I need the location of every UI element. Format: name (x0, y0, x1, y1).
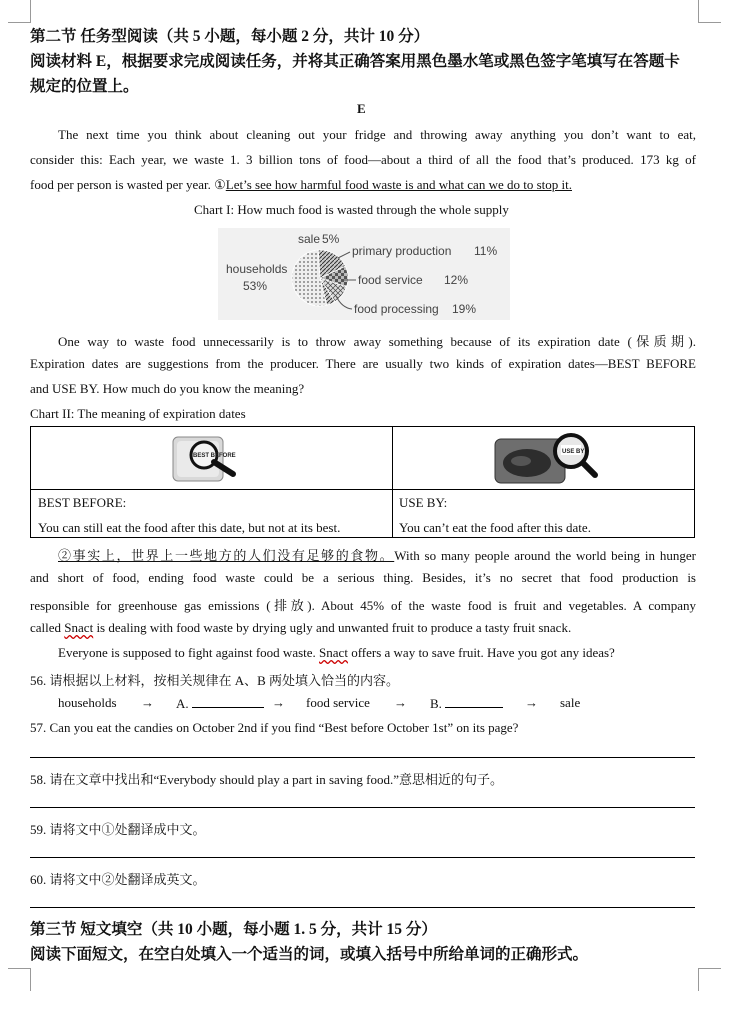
arrow-icon: → (394, 695, 407, 710)
use-by-tag: USE BY (562, 449, 585, 455)
answer-blank-b[interactable] (445, 695, 503, 708)
slice-value-households: 53% (243, 279, 268, 293)
answer-blank-a[interactable] (192, 695, 264, 708)
paragraph-line: and short of food, ending food waste could be a serious thing. Besides, it’s no secret that food production is (30, 570, 696, 585)
paragraph-line (58, 645, 615, 661)
flow-sale: sale (560, 695, 581, 710)
pie-slices (292, 250, 348, 306)
flow-food-service: food service (306, 695, 370, 710)
table-divider (392, 427, 393, 537)
paragraph-line: Expiration dates are suggestions from the producer. There are usually two kinds of expiration dates—BEST BEFORE (30, 356, 696, 371)
question-58: 58. 请在文章中找出和“Everybody should play a part in saving food.”意思相近的句子。 (30, 772, 503, 787)
paragraph-text: food per person is wasted per year. ① (30, 177, 226, 192)
paragraph-line (58, 545, 696, 564)
arrow-icon: → (525, 695, 538, 710)
flow-a-label: A. (176, 696, 189, 711)
flow-b-label: B. (430, 696, 442, 711)
brand-name: Snact (319, 645, 348, 660)
passage-letter: E (357, 101, 366, 116)
best-before-image (169, 431, 249, 485)
section-instruction: 阅读下面短文，在空白处填入一个适当的词，或填入括号中所给单词的正确形式。 (30, 946, 589, 963)
slice-value-sale: 5% (322, 232, 340, 246)
page-corner-mark (8, 968, 31, 991)
expiration-table (30, 426, 695, 538)
pie-chart-svg (218, 228, 510, 320)
paragraph-line: consider this: Each year, we waste 1. 3 billion tons of food—about a third of all the food that’s produced. 173 kg of (30, 152, 696, 167)
paragraph-text: called (30, 620, 65, 635)
use-by-label: USE BY: (399, 495, 448, 510)
flow-households: households (58, 695, 117, 710)
paragraph-text: With so many people around the world being in hunger (394, 548, 696, 563)
section-title: 第三节 短文填空（共 10 小题，每小题 1. 5 分，共计 15 分） (30, 921, 437, 938)
use-by-image (491, 429, 601, 487)
pie-chart (218, 228, 510, 320)
underlined-sentence-1: Let’s see how harmful food waste is and what can we do to stop it. (225, 177, 572, 192)
slice-label-food-service: food service (358, 273, 423, 287)
page-corner-mark (8, 0, 31, 23)
paragraph-line: The next time you think about cleaning out your fridge and throwing away anything you don’t want to eat, (58, 127, 696, 142)
section-instruction: 阅读材料 E，根据要求完成阅读任务，并将其正确答案用黑色墨水笔或黑色签字笔填写在答题卡 (30, 53, 680, 70)
flow-a (176, 695, 264, 712)
arrow-icon: → (141, 695, 154, 710)
question-59: 59. 请将文中①处翻译成中文。 (30, 822, 206, 837)
page-corner-mark (698, 0, 721, 23)
chart-title: Chart I: How much food is wasted through the whole supply (194, 202, 509, 217)
paragraph-text: Everyone is supposed to fight against food waste. (58, 645, 320, 660)
slice-label-primary-production: primary production (352, 244, 452, 258)
flow-b (430, 695, 503, 712)
answer-line-57[interactable] (30, 757, 695, 758)
answer-line-58[interactable] (30, 807, 695, 808)
paragraph-line: One way to waste food unnecessarily is to throw away something because of its expiration date (保质期). (58, 334, 696, 349)
underlined-sentence-2: ②事实上，世界上一些地方的人们没有足够的食物。 (58, 548, 395, 563)
question-57: 57. Can you eat the candies on October 2nd if you find “Best before October 1st” on its page? (30, 720, 519, 735)
slice-value-food-processing: 19% (452, 302, 477, 316)
slice-value-food-service: 12% (444, 273, 469, 287)
brand-name: Snact (64, 620, 94, 635)
question-56: 56. 请根据以上材料，按相关规律在 A、B 两处填入恰当的内容。 (30, 673, 400, 688)
slice-label-households: households (226, 262, 288, 276)
paragraph-line (30, 620, 571, 636)
leader-line (338, 252, 350, 258)
answer-line-59[interactable] (30, 857, 695, 858)
chart2-title: Chart II: The meaning of expiration dates (30, 406, 246, 421)
best-before-text: You can still eat the food after this date, but not at its best. (38, 520, 341, 535)
paragraph-line: and USE BY. How much do you know the meaning? (30, 381, 305, 396)
page-corner-mark (698, 968, 721, 991)
paragraph-text: is dealing with food waste by drying ugly and unwanted fruit to produce a tasty fruit snack. (93, 620, 572, 635)
answer-line-60[interactable] (30, 907, 695, 908)
section-title: 第二节 任务型阅读（共 5 小题，每小题 2 分，共计 10 分） (30, 28, 430, 45)
paragraph-text: offers a way to save fruit. Have you got any ideas? (347, 645, 615, 660)
table-divider (31, 489, 694, 490)
best-before-tag: BEST BEFORE (193, 453, 236, 459)
section-instruction-cont: 规定的位置上。 (30, 78, 139, 95)
slice-label-sale: sale (298, 232, 321, 246)
slice-label-food-processing: food processing (354, 302, 439, 316)
best-before-label: BEST BEFORE: (38, 495, 127, 510)
use-by-text: You can’t eat the food after this date. (399, 520, 591, 535)
arrow-icon: → (272, 695, 285, 710)
slice-value-primary-production: 11% (474, 244, 498, 258)
question-60: 60. 请将文中②处翻译成英文。 (30, 872, 206, 887)
paragraph-line: responsible for greenhouse gas emissions (排放). About 45% of the waste food is fruit and vegetables. A company (30, 598, 696, 613)
paragraph-line (30, 177, 572, 193)
